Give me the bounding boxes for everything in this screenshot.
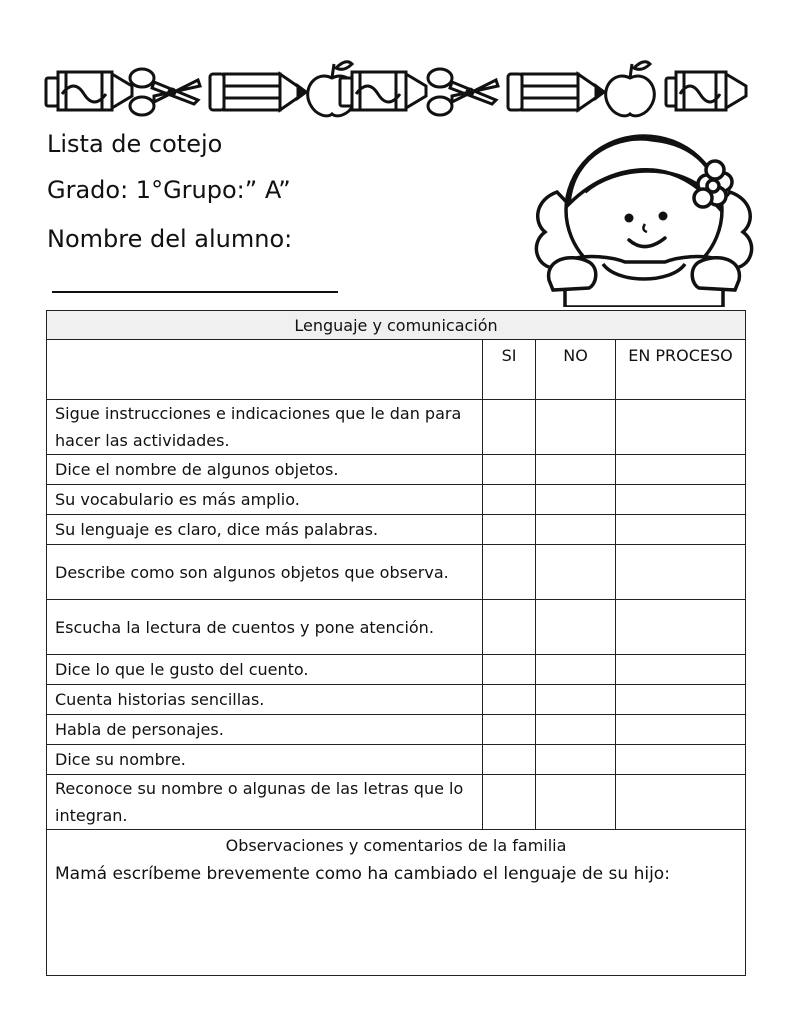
checklist-row (47, 515, 746, 545)
checklist-row (47, 655, 746, 685)
school-supplies-border (40, 48, 760, 118)
student-name-label: Nombre del alumno: (47, 225, 293, 253)
column-header-criteria (47, 340, 483, 400)
in-progress-cell[interactable] (616, 545, 746, 600)
yes-cell[interactable] (483, 745, 536, 775)
yes-cell[interactable] (483, 545, 536, 600)
pencil-icon (210, 74, 306, 110)
yes-cell[interactable] (483, 515, 536, 545)
criterion-label: Escucha la lectura de cuentos y pone atención. (47, 600, 483, 655)
no-cell[interactable] (536, 455, 616, 485)
column-header-yes: SI (483, 340, 536, 400)
checklist-row (47, 600, 746, 655)
no-cell[interactable] (536, 775, 616, 830)
language-checklist-table (46, 310, 746, 976)
girl-illustration (525, 112, 765, 307)
criterion-label: Cuenta historias sencillas. (47, 685, 483, 715)
criterion-label: Dice su nombre. (47, 745, 483, 775)
checklist-row (47, 400, 746, 455)
no-cell[interactable] (536, 400, 616, 455)
checklist-row (47, 455, 746, 485)
yes-cell[interactable] (483, 775, 536, 830)
no-cell[interactable] (536, 715, 616, 745)
checklist-row (47, 745, 746, 775)
scissors-icon (130, 69, 200, 115)
student-name-line (52, 291, 338, 293)
no-cell[interactable] (536, 745, 616, 775)
yes-cell[interactable] (483, 455, 536, 485)
yes-cell[interactable] (483, 485, 536, 515)
crayon-icon (666, 72, 746, 110)
no-cell[interactable] (536, 655, 616, 685)
checklist-row (47, 715, 746, 745)
in-progress-cell[interactable] (616, 400, 746, 455)
no-cell[interactable] (536, 545, 616, 600)
in-progress-cell[interactable] (616, 685, 746, 715)
in-progress-cell[interactable] (616, 775, 746, 830)
crayon-icon (46, 72, 132, 110)
in-progress-cell[interactable] (616, 655, 746, 685)
observations-title: Observaciones y comentarios de la familia (225, 836, 567, 855)
scissors-icon (428, 69, 498, 115)
criterion-label: Su lenguaje es claro, dice más palabras. (47, 515, 483, 545)
no-cell[interactable] (536, 515, 616, 545)
criterion-label: Reconoce su nombre o algunas de las letras que lo integran. (47, 775, 483, 830)
grade-group-label: Grado: 1°Grupo:” A” (47, 176, 291, 204)
document-title: Lista de cotejo (47, 130, 223, 158)
yes-cell[interactable] (483, 685, 536, 715)
in-progress-cell[interactable] (616, 600, 746, 655)
in-progress-cell[interactable] (616, 515, 746, 545)
in-progress-cell[interactable] (616, 485, 746, 515)
column-header-in-progress: EN PROCESO (616, 340, 746, 400)
in-progress-cell[interactable] (616, 455, 746, 485)
criterion-label: Habla de personajes. (47, 715, 483, 745)
in-progress-cell[interactable] (616, 715, 746, 745)
pencil-icon (508, 74, 604, 110)
yes-cell[interactable] (483, 715, 536, 745)
in-progress-cell[interactable] (616, 745, 746, 775)
criterion-label: Describe como son algunos objetos que observa. (47, 545, 483, 600)
apple-icon (606, 62, 655, 116)
no-cell[interactable] (536, 600, 616, 655)
checklist-row (47, 685, 746, 715)
criterion-label: Su vocabulario es más amplio. (47, 485, 483, 515)
no-cell[interactable] (536, 485, 616, 515)
family-observations-area[interactable] (47, 830, 746, 976)
no-cell[interactable] (536, 685, 616, 715)
checklist-row (47, 545, 746, 600)
crayon-icon (340, 72, 426, 110)
observations-prompt: Mamá escríbeme brevemente como ha cambiado el lenguaje de su hijo: (55, 864, 670, 884)
section-title: Lenguaje y comunicación (47, 311, 746, 340)
criterion-label: Sigue instrucciones e indicaciones que le dan para hacer las actividades. (47, 400, 483, 455)
criterion-label: Dice el nombre de algunos objetos. (47, 455, 483, 485)
column-header-no: NO (536, 340, 616, 400)
yes-cell[interactable] (483, 655, 536, 685)
checklist-row (47, 775, 746, 830)
yes-cell[interactable] (483, 600, 536, 655)
checklist-row (47, 485, 746, 515)
yes-cell[interactable] (483, 400, 536, 455)
criterion-label: Dice lo que le gusto del cuento. (47, 655, 483, 685)
